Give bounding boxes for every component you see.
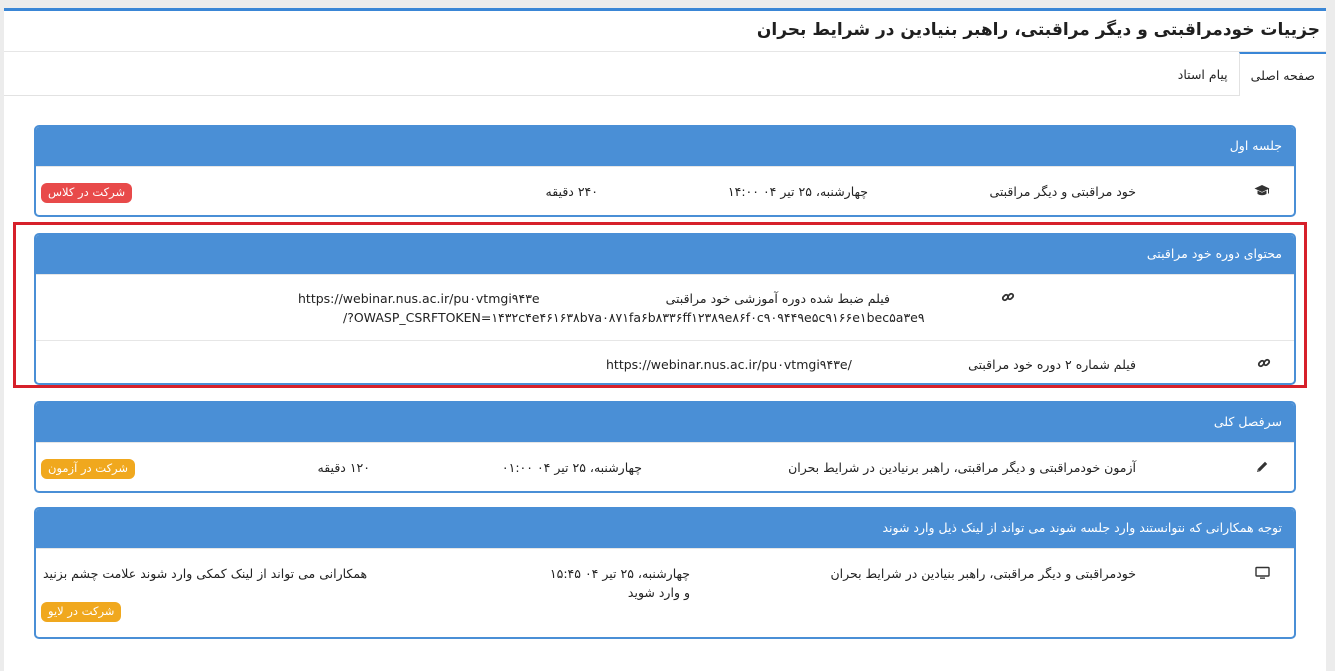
content-item-1-url-line2[interactable]: /?OWASP_CSRFTOKEN=۱۴۳۲c۴e۴۶۱۶۳۸b۷a۰۸۷۱fa۶b۸۳۳۶ff۱۲۳۸۹e۸۶f۰c۹۰۹۴۴۹e۵c۹۱۶۶e۱bec۵a۳e۹	[343, 310, 925, 325]
general-row	[36, 442, 1294, 493]
graduation-cap-icon	[1254, 184, 1270, 200]
notice-title: خودمراقبتی و دیگر مراقبتی، راهبر بنیادین در شرایط بحران	[830, 566, 1136, 581]
content-item-2-url[interactable]: https://webinar.nus.ac.ir/pu۰vtmgi۹۴۳e/	[606, 357, 852, 372]
notice-datetime-line2: و وارد شوید	[627, 585, 690, 600]
session1-row	[36, 166, 1294, 217]
general-panel	[34, 401, 1296, 493]
session1-title: خود مراقبتی و دیگر مراقبتی	[989, 184, 1136, 199]
tab-home[interactable]: صفحه اصلی	[1239, 52, 1326, 96]
page-title: جزییات خودمراقبتی و دیگر مراقبتی، راهبر بنیادین در شرایط بحران	[4, 11, 1326, 52]
notice-datetime: چهارشنبه، ۲۵ تیر ۰۴ ۱۵:۴۵	[549, 566, 690, 581]
content-header: محتوای دوره خود مراقبتی	[36, 235, 1294, 274]
monitor-icon	[1254, 566, 1270, 582]
notice-panel	[34, 507, 1296, 639]
tab-bar	[4, 52, 1326, 96]
tab-instructor-message[interactable]: پیام استاد	[1177, 67, 1228, 82]
general-header: سرفصل کلی	[36, 403, 1294, 442]
general-datetime: چهارشنبه، ۲۵ تیر ۰۴ ۰۱:۰۰	[501, 460, 642, 475]
content-item-2-title: فیلم شماره ۲ دوره خود مراقبتی	[968, 357, 1136, 372]
content-item-1-title: فیلم ضبط شده دوره آموزشی خود مراقبتی	[665, 291, 890, 306]
content-item-1-url-line1[interactable]: https://webinar.nus.ac.ir/pu۰vtmgi۹۴۳e	[298, 291, 540, 306]
join-class-button[interactable]: شرکت در کلاس	[41, 183, 132, 203]
session1-datetime: چهارشنبه، ۲۵ تیر ۰۴ ۱۴:۰۰	[727, 184, 868, 199]
session1-header: جلسه اول	[36, 127, 1294, 166]
general-title: آزمون خودمراقبتی و دیگر مراقبتی، راهبر برنیادین در شرایط بحران	[788, 460, 1136, 475]
notice-description: همکارانی می تواند از لینک کمکی وارد شوند علامت چشم بزنید	[43, 566, 368, 581]
session1-panel	[34, 125, 1296, 217]
session1-duration: ۲۴۰ دقیقه	[545, 184, 598, 199]
highlight-box	[13, 222, 1307, 388]
general-duration: ۱۲۰ دقیقه	[317, 460, 370, 475]
notice-header: توجه همکارانی که نتوانستند وارد جلسه شوند می تواند از لینک ذیل وارد شوند	[36, 509, 1294, 548]
notice-row	[36, 548, 1294, 639]
join-live-button[interactable]: شرکت در لایو	[41, 602, 121, 622]
pencil-icon	[1254, 460, 1270, 476]
join-exam-button[interactable]: شرکت در آزمون	[41, 459, 135, 479]
